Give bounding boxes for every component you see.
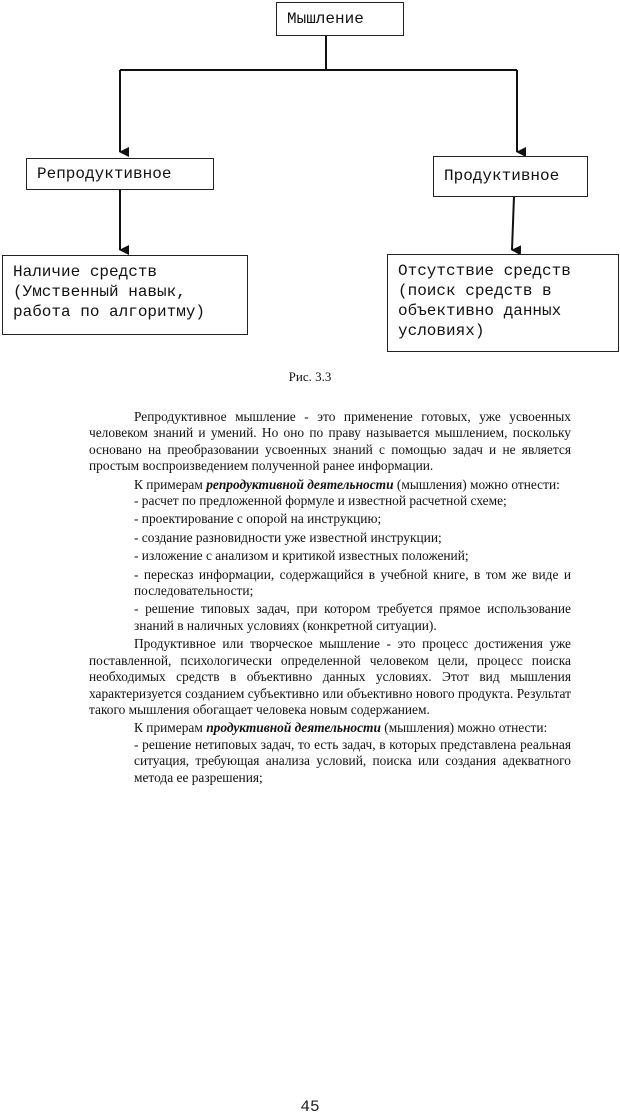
paragraph-productive-examples-intro: К примерам продуктивной деятельности (мышления) можно отнести:: [134, 720, 548, 736]
root-node-label: Мышление: [287, 10, 364, 28]
paragraph-reproductive-definition: Репродуктивное мышление - это применение готовых, уже усвоенных человеком знаний и умений. Но оно по праву называется мышлением, поскольку основано на преобразовании усвоенных знаний с помощью задач и не является простым воспроизведением полученной ранее информации.: [89, 409, 571, 474]
reproductive-examples-list: [89, 493, 571, 634]
figure-caption: Рис. 3.3: [288, 369, 332, 384]
root-node: [276, 2, 404, 36]
arrow-to-means-absent: [512, 196, 514, 250]
list-item: - пересказ информации, содержащийся в учебной книге, в том же виде и последовательности;: [134, 566, 571, 599]
means-absent-line-1: Отсутствие средств: [398, 262, 571, 280]
means-absent-line-2: (поиск средств в: [398, 282, 552, 300]
reproductive-node: [26, 158, 214, 190]
means-absent-node: [387, 254, 619, 352]
term-productive-activity: продуктивной деятельности: [206, 720, 381, 736]
list-item: - проектирование с опорой на инструкцию;: [134, 511, 382, 527]
means-absent-line-4: условиях): [398, 322, 485, 340]
productive-node: [433, 156, 588, 197]
paragraph-reproductive-examples-intro: К примерам репродуктивной деятельности (мышления) можно отнести:: [134, 476, 560, 492]
means-present-line-3: работа по алгоритму): [13, 303, 206, 321]
means-present-line-1: Наличие средств: [13, 263, 158, 281]
list-item: - решение типовых задач, при котором требуется прямое использование знаний в наличных условиях (конкретной ситуации).: [134, 601, 571, 633]
paragraph-productive-definition: Продуктивное или творческое мышление - это процесс достижения уже поставленной, психологически определенной человеком цели, процесс поиска необходимых средств в объективно данных условиях. Этот вид мышления характеризуется созданием субъективно или объективно нового продукта. Результат такого мышления обогащает человека новым содержанием.: [89, 636, 571, 717]
body-text: [89, 409, 571, 788]
thinking-diagram: [0, 0, 620, 360]
term-reproductive-activity: репродуктивной деятельности: [206, 476, 394, 492]
means-absent-line-3: объективно данных: [398, 302, 562, 320]
means-present-node: [2, 255, 248, 335]
productive-node-label: Продуктивное: [444, 167, 560, 185]
productive-examples-list: [89, 737, 571, 786]
page-number: 45: [300, 1098, 320, 1116]
list-item: - изложение с анализом и критикой известных положений;: [134, 548, 469, 564]
list-item: - создание разновидности уже известной инструкции;: [134, 529, 442, 545]
reproductive-node-label: Репродуктивное: [37, 165, 172, 183]
list-item: - решение нетиповых задач, то есть задач, в которых представлена реальная ситуация, требующая анализа условий, поиска или создания адекватного метода ее разрешения;: [134, 736, 571, 785]
list-item: - расчет по предложенной формуле и известной расчетной схеме;: [134, 493, 507, 509]
means-present-line-2: (Умственный навык,: [13, 283, 186, 301]
